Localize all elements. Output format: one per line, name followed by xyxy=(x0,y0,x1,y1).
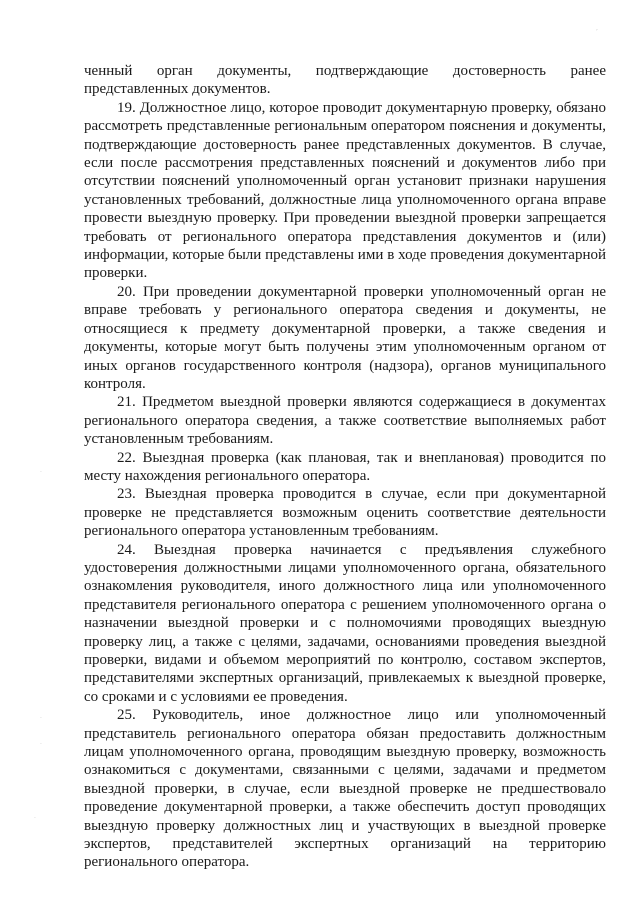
paragraph-20: 20. При проведении документарной проверки уполномоченный орган не вправе требовать у регионального оператора сведения и документы, не относящиеся к предмету документарной проверки, а также сведения и документы, которые могут быть получены этим уполномоченным органом от иных органов государственного контроля (надзора), органов муниципального контроля. xyxy=(84,283,606,392)
paragraph-24: 24. Выездная проверка начинается с предъявления служебного удостоверения должностными лицами уполномоченного органа, обязательного ознакомления руководителя, иного должностного лица или уполномоченного представителя регионального оператора с решением уполномоченного органа о назначении выездной проверки и с полномочиями проводящих выездную проверку лиц, а также с целями, задачами, основаниями проведения выездной проверки, видами и объемом мероприятий по контролю, составом экспертов, представителями экспертных организаций, привлекаемых к выездной проверке, со сроками и с условиями ее проведения. xyxy=(84,541,606,705)
scan-speck: · xyxy=(40,469,42,476)
scan-speck: · xyxy=(34,815,36,822)
paragraph-25: 25. Руководитель, иное должностное лицо или уполномоченный представитель регионального оператора обязан предоставить должностным лицам уполномоченного органа, проводящим выездную проверку, возможность ознакомиться с документами, связанными с целями, задачами и предметом выездной проверки, в случае, если выездной проверке не предшествовало проведение документарной проверки, а также обеспечить доступ проводящих выездную проверку должностных лиц и участвующих в выездной проверке экспертов, представителей экспертных организаций на территорию регионального оператора. xyxy=(84,707,606,871)
scan-speck: , xyxy=(596,25,598,32)
scan-speck: · xyxy=(40,715,42,722)
paragraph-23: 23. Выездная проверка проводится в случае, если при документарной проверке не представляется возможным оценить соответствие деятельности регионального оператора установленным требованиям. xyxy=(84,486,606,540)
paragraph-22: 22. Выездная проверка (как плановая, так и внеплановая) проводится по месту нахождения регионального оператора. xyxy=(84,449,606,484)
paragraph-21: 21. Предметом выездной проверки являются содержащиеся в документах регионального оператора сведения, а также соответствие выполняемых работ установленным требованиям. xyxy=(84,394,606,448)
scan-speck: · xyxy=(40,741,42,748)
document-body xyxy=(84,62,606,872)
paragraph-19: 19. Должностное лицо, которое проводит документарную проверку, обязано рассмотреть представленные региональным оператором пояснения и документы, подтверждающие достоверность ранее представленных документов. В случае, если после рассмотрения представленных пояснений и документов либо при отсутствии пояснений уполномоченный орган установит признаки нарушения установленных требований, должностные лица уполномоченного органа вправе провести выездную проверку. При проведении выездной проверки запрещается требовать от регионального оператора представления документов и (или) информации, которые были представлены ими в ходе проведения документарной проверки. xyxy=(84,99,606,282)
paragraph-continuation: ченный орган документы, подтверждающие достоверность ранее представленных документов. xyxy=(84,63,606,98)
